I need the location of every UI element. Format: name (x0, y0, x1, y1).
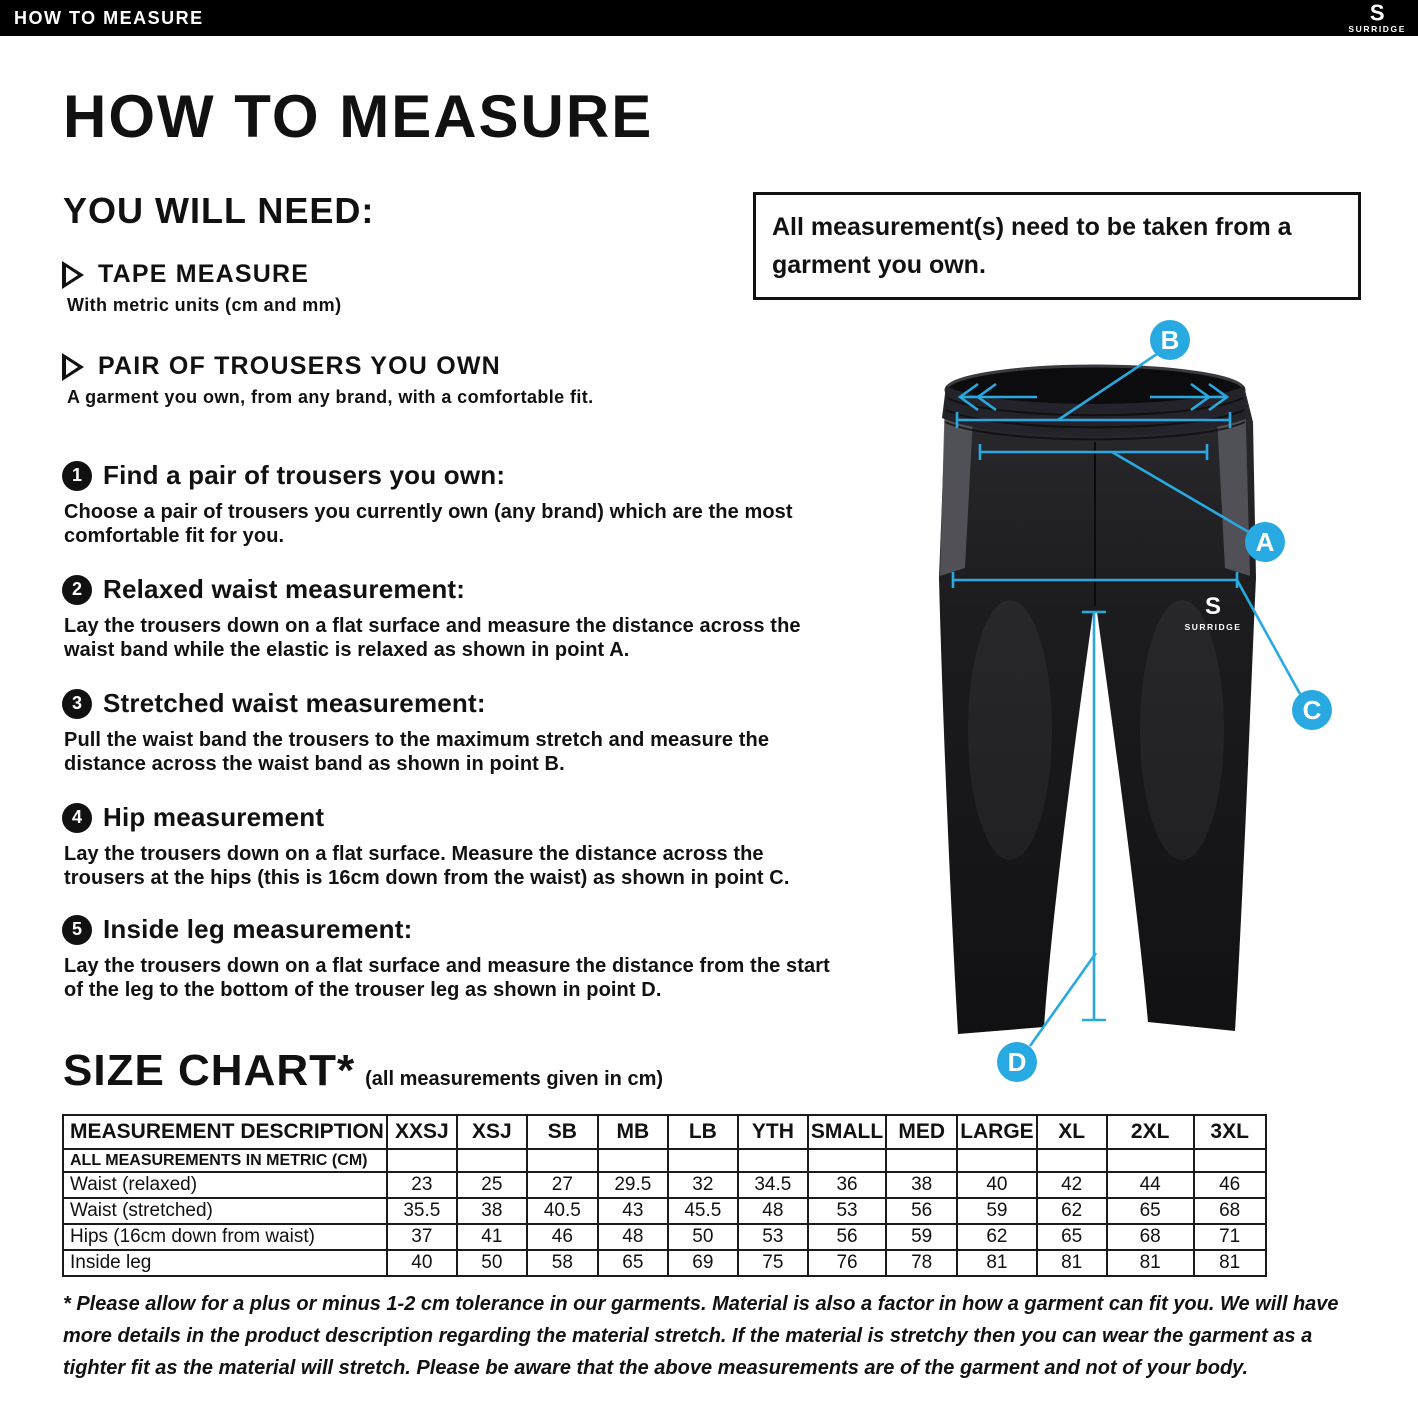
page-title: HOW TO MEASURE (63, 83, 654, 150)
trousers-measurement-diagram (860, 300, 1418, 1114)
size-value-cell: 78 (886, 1250, 957, 1276)
size-value-cell: 27 (527, 1172, 598, 1198)
need-item-trousers (62, 352, 762, 408)
size-value-cell: 62 (957, 1224, 1037, 1250)
size-value-cell: 59 (957, 1198, 1037, 1224)
size-value-cell: 65 (1107, 1198, 1194, 1224)
trousers-brand-wordmark: SURRIDGE (1184, 622, 1242, 632)
size-value-cell: 56 (808, 1224, 886, 1250)
step-body: Lay the trousers down on a flat surface. Measure the distance across the trousers at the hips (this is 16cm down from the waist) as shown in point C. (64, 843, 790, 889)
step-body: Lay the trousers down on a flat surface and measure the distance across the waist band while the elastic is relaxed as shown in point A. (64, 615, 801, 661)
size-value-cell: 81 (1037, 1250, 1107, 1276)
column-header-size: XL (1037, 1115, 1107, 1149)
tolerance-disclaimer: * Please allow for a plus or minus 1-2 cm tolerance in our garments. Material is also a factor in how a garment can fit you. We will have more details in the product description regarding the material stretch. If the material is stretchy then you can wear the garment as a tighter fit as the material will stretch. Please be aware that the above measurements are of the garment and not of your body. (63, 1293, 1339, 1379)
column-header-size: YTH (738, 1115, 808, 1149)
measurement-label-cell: Hips (16cm down from waist) (63, 1224, 387, 1250)
column-header-size: MED (886, 1115, 957, 1149)
empty-cell (1194, 1149, 1266, 1172)
measurement-note-box: All measurement(s) need to be taken from a garment you own. (753, 192, 1361, 300)
size-value-cell: 50 (668, 1224, 738, 1250)
size-value-cell: 41 (457, 1224, 527, 1250)
size-chart-header-row (63, 1115, 1266, 1149)
size-value-cell: 75 (738, 1250, 808, 1276)
metric-note-row (63, 1149, 1266, 1172)
size-value-cell: 65 (598, 1250, 668, 1276)
you-will-need-heading: YOU WILL NEED: (63, 190, 375, 231)
size-value-cell: 59 (886, 1224, 957, 1250)
column-header-size: LB (668, 1115, 738, 1149)
empty-cell (387, 1149, 457, 1172)
size-value-cell: 48 (598, 1224, 668, 1250)
step-body: Pull the waist band the trousers to the maximum stretch and measure the distance across the waist band as shown in point B. (64, 729, 770, 775)
empty-cell (886, 1149, 957, 1172)
step-2 (62, 574, 852, 662)
point-label-b: B (1160, 325, 1180, 355)
size-value-cell: 56 (886, 1198, 957, 1224)
step-5 (62, 914, 852, 1002)
empty-cell (808, 1149, 886, 1172)
size-chart-heading (63, 1046, 663, 1096)
empty-cell (1107, 1149, 1194, 1172)
size-value-cell: 25 (457, 1172, 527, 1198)
size-value-cell: 81 (957, 1250, 1037, 1276)
size-value-cell: 40 (387, 1250, 457, 1276)
fabric-highlight (1140, 600, 1224, 860)
step-heading: Find a pair of trousers you own: (103, 460, 506, 490)
size-value-cell: 40 (957, 1172, 1037, 1198)
size-value-cell: 43 (598, 1198, 668, 1224)
surridge-wordmark: SURRIDGE (1348, 24, 1406, 35)
step-number-badge: 1 (62, 461, 92, 491)
size-value-cell: 32 (668, 1172, 738, 1198)
empty-cell (1037, 1149, 1107, 1172)
size-value-cell: 81 (1194, 1250, 1266, 1276)
step-number-badge: 2 (62, 575, 92, 605)
size-value-cell: 46 (1194, 1172, 1266, 1198)
top-bar-title: HOW TO MEASURE (14, 7, 204, 28)
size-value-cell: 46 (527, 1224, 598, 1250)
surridge-logo (1348, 2, 1406, 34)
size-value-cell: 62 (1037, 1198, 1107, 1224)
size-value-cell: 29.5 (598, 1172, 668, 1198)
column-header-size: LARGE (957, 1115, 1037, 1149)
step-number-badge: 3 (62, 689, 92, 719)
size-value-cell: 36 (808, 1172, 886, 1198)
need-item-description: A garment you own, from any brand, with a comfortable fit. (67, 387, 594, 407)
size-value-cell: 44 (1107, 1172, 1194, 1198)
top-bar (0, 0, 1418, 36)
measurement-label-cell: Inside leg (63, 1250, 387, 1276)
step-heading: Stretched waist measurement: (103, 688, 486, 718)
step-heading: Hip measurement (103, 802, 325, 832)
triangle-bullet-icon (62, 353, 84, 381)
size-value-cell: 68 (1107, 1224, 1194, 1250)
surridge-s-icon: S (1369, 0, 1385, 26)
size-value-cell: 38 (886, 1172, 957, 1198)
size-value-cell: 34.5 (738, 1172, 808, 1198)
trousers-brand-s-icon: S (1204, 593, 1222, 620)
size-value-cell: 35.5 (387, 1198, 457, 1224)
step-4 (62, 802, 852, 890)
column-header-measurement-description: MEASUREMENT DESCRIPTION (63, 1115, 387, 1149)
empty-cell (598, 1149, 668, 1172)
size-value-cell: 69 (668, 1250, 738, 1276)
size-value-cell: 40.5 (527, 1198, 598, 1224)
fabric-highlight (968, 600, 1052, 860)
size-value-cell: 58 (527, 1250, 598, 1276)
size-chart-row (63, 1250, 1266, 1276)
point-label-d: D (1007, 1047, 1027, 1077)
step-heading: Relaxed waist measurement: (103, 574, 466, 604)
column-header-size: MB (598, 1115, 668, 1149)
size-chart-table (62, 1114, 1267, 1277)
step-body: Choose a pair of trousers you currently own (any brand) which are the most comfortable fit for you. (64, 501, 793, 547)
size-chart-subtitle: (all measurements given in cm) (365, 1068, 664, 1090)
measurement-label-cell: Waist (stretched) (63, 1198, 387, 1224)
empty-cell (738, 1149, 808, 1172)
triangle-bullet-icon (62, 261, 84, 289)
step-1 (62, 460, 852, 548)
size-value-cell: 76 (808, 1250, 886, 1276)
measurement-label-cell: Waist (relaxed) (63, 1172, 387, 1198)
size-value-cell: 45.5 (668, 1198, 738, 1224)
size-chart-row (63, 1172, 1266, 1198)
step-heading: Inside leg measurement: (103, 914, 413, 944)
step-number-badge: 5 (62, 915, 92, 945)
empty-cell (527, 1149, 598, 1172)
need-item-label: TAPE MEASURE (98, 260, 310, 288)
empty-cell (668, 1149, 738, 1172)
size-value-cell: 42 (1037, 1172, 1107, 1198)
need-item-tape-measure (62, 260, 762, 316)
column-header-size: SMALL (808, 1115, 886, 1149)
size-value-cell: 65 (1037, 1224, 1107, 1250)
size-chart-row (63, 1224, 1266, 1250)
column-header-size: XXSJ (387, 1115, 457, 1149)
point-label-a: A (1255, 527, 1275, 557)
step-number-badge: 4 (62, 803, 92, 833)
size-value-cell: 81 (1107, 1250, 1194, 1276)
size-value-cell: 23 (387, 1172, 457, 1198)
column-header-size: 2XL (1107, 1115, 1194, 1149)
step-body: Lay the trousers down on a flat surface and measure the distance from the start of the leg to the bottom of the trouser leg as shown in point D. (64, 955, 830, 1001)
step-3 (62, 688, 852, 776)
size-value-cell: 71 (1194, 1224, 1266, 1250)
size-value-cell: 37 (387, 1224, 457, 1250)
need-item-label: PAIR OF TROUSERS YOU OWN (98, 352, 501, 380)
column-header-size: 3XL (1194, 1115, 1266, 1149)
column-header-size: SB (527, 1115, 598, 1149)
size-value-cell: 38 (457, 1198, 527, 1224)
need-item-description: With metric units (cm and mm) (67, 295, 342, 315)
size-value-cell: 68 (1194, 1198, 1266, 1224)
metric-note-cell: ALL MEASUREMENTS IN METRIC (CM) (63, 1149, 387, 1172)
empty-cell (457, 1149, 527, 1172)
column-header-size: XSJ (457, 1115, 527, 1149)
size-chart-row (63, 1198, 1266, 1224)
size-value-cell: 53 (738, 1224, 808, 1250)
size-value-cell: 48 (738, 1198, 808, 1224)
point-label-c: C (1302, 695, 1322, 725)
empty-cell (957, 1149, 1037, 1172)
size-value-cell: 50 (457, 1250, 527, 1276)
size-value-cell: 53 (808, 1198, 886, 1224)
size-chart-title: SIZE CHART* (63, 1046, 356, 1095)
